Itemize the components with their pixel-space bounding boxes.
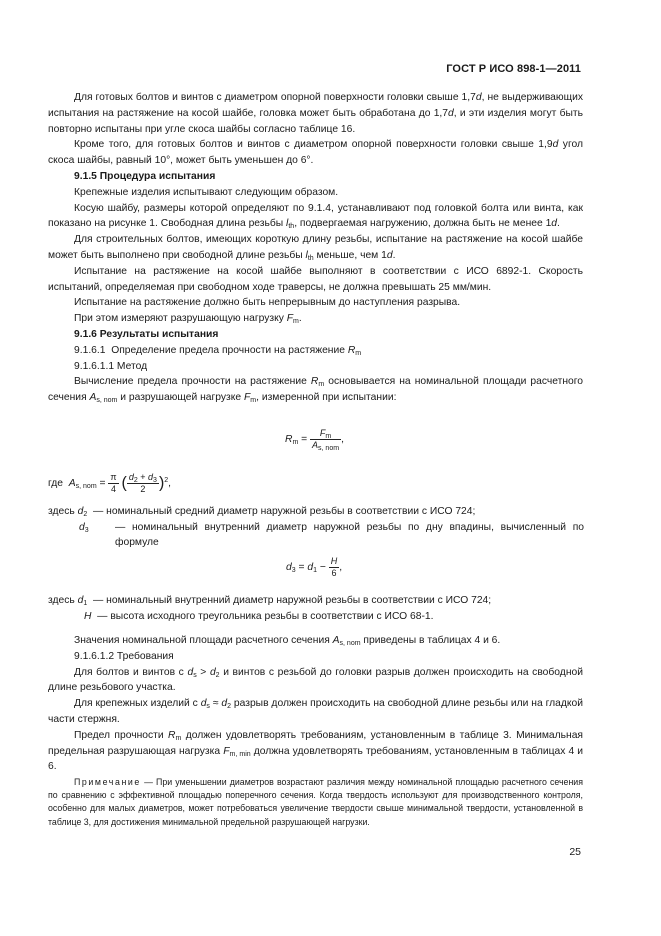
formula-rm: $R_m$ = $\frac{F_m}{A_{s, nom}}$ , xyxy=(285,428,344,452)
heading-9-1-6-1-1: 9.1.6.1.1 Метод xyxy=(74,360,148,372)
formula-d3: $d_3 = d_1$ − $\frac{H}{6}$ , xyxy=(286,556,343,578)
paragraph-p6: Испытание на растяжение на косой шайбе выполняют в соответствии с ИСО 6892-1. Скорость испытаний, определяемая при свободном ходе траверсы, не должна превышать 25 мм/мин. xyxy=(48,265,583,293)
paragraph-p10: Значения номинальной площади расчетного сечения $A_{s, nom}$ приведены в таблицах 4 и 6. xyxy=(74,635,501,647)
definition-h: H — высота исходного треугольника резьбы в соответствии с ИСО 68-1. xyxy=(84,611,434,622)
definition-d1: здесь $d_1$ — номинальный внутренний диаметр наружной резьбы в соответствии с ИСО 724; xyxy=(48,595,492,607)
paragraph-p12: Для крепежных изделий с $d_s \approx d_2$ разрыв должен происходить на свободной длине резьбы или на гладкой части стержня. xyxy=(48,698,583,725)
paragraph-p5: Для строительных болтов, имеющих короткую длину резьбы, испытание на растяжение на косой шайбе может быть выполнено при свободной длине резьбы $l_{th}$ меньше, чем 1d. xyxy=(48,234,583,262)
standard-header: ГОСТ Р ИСО 898-1—2011 xyxy=(446,63,581,75)
note-label: Примечание xyxy=(74,777,141,787)
main-text-bottom xyxy=(48,633,583,775)
note-block xyxy=(48,776,583,829)
note-text: — При уменьшении диаметров возрастают различия между номинальной площадью расчетного сечения по сравнению с эффективной площадью поперечного сечения. Когда твердость используют для производственного контроля, особенно для малых диаметров, может потребоваться увеличение твердости свыше минимальной твердости, установленной в таблице 3, для достижения минимальной предельной разрушающей нагрузки. xyxy=(48,777,583,827)
where-label: где xyxy=(48,478,64,490)
heading-9-1-5: 9.1.5 Процедура испытания xyxy=(74,170,216,182)
paragraph-p13: Предел прочности $R_m$ должен удовлетворять требованиям, установленным в таблице 3. Минимальная предельная разрушающая нагрузка $F_{m, min}$ должна удовлетворять требованиям, установленным в таблицах 4 и 6. xyxy=(48,729,584,773)
paragraph-p9: Вычисление предела прочности на растяжение $R_m$ основывается на номинальной площади расчетного сечения $A_{s, nom}$ и разрушающей нагрузке $F_m$, измеренной при испытании: xyxy=(48,376,583,405)
formula-as-nom: где $A_{s, nom}$ = $\frac{\pi}{4}$ ( $\frac{d_2 + d_3}{2}$ )$^2$, xyxy=(48,472,172,494)
paragraph-p1: Для готовых болтов и винтов с диаметром опорной поверхности головки свыше 1,7d, не выдерживающих испытания на растяжение на косой шайбе, головка может быть обработана до 1,7d, и эти изделия могут быть повторно испытаны при угле скоса шайбы согласно таблице 16. xyxy=(48,92,584,135)
paragraph-p11: Для болтов и винтов с $d_s > d_2$ и винтов с резьбой до головки разрыв должен происходить на свободной длине резьбового участка. xyxy=(48,666,583,694)
paragraph-p3: Крепежные изделия испытывают следующим образом. xyxy=(74,186,339,198)
definition-d2: здесь $d_2$ — номинальный средний диаметр наружной резьбы в соответствии с ИСО 724; xyxy=(48,506,476,518)
main-text-top xyxy=(48,90,583,406)
definition-d3: $d_3$ — номинальный внутренний диаметр наружной резьбы по дну впадины, вычисленный по формуле xyxy=(79,522,584,548)
heading-9-1-6-1: 9.1.6.1 Определение предела прочности на растяжение $R_m$ xyxy=(74,344,362,357)
paragraph-p7: Испытание на растяжение должно быть непрерывным до наступления разрыва. xyxy=(74,297,461,309)
page-number: 25 xyxy=(569,846,581,858)
paragraph-p8: При этом измеряют разрушающую нагрузку $F_m$. xyxy=(74,313,302,326)
paragraph-p4: Косую шайбу, размеры которой определяют по 9.1.4, устанавливают под головкой болта или винта, как показано на рисунке 1. Свободная длина резьбы $l_{th}$, подвергаемая нагружению, должна быть не менее 1d. xyxy=(48,202,583,231)
heading-9-1-6-1-2: 9.1.6.1.2 Требования xyxy=(74,650,174,662)
heading-9-1-6: 9.1.6 Результаты испытания xyxy=(74,328,219,340)
paragraph-p2: Кроме того, для готовых болтов и винтов с диаметром опорной поверхности головки свыше 1,9d угол скоса шайбы, равный 10°, может быть уменьшен до 6°. xyxy=(48,139,583,167)
